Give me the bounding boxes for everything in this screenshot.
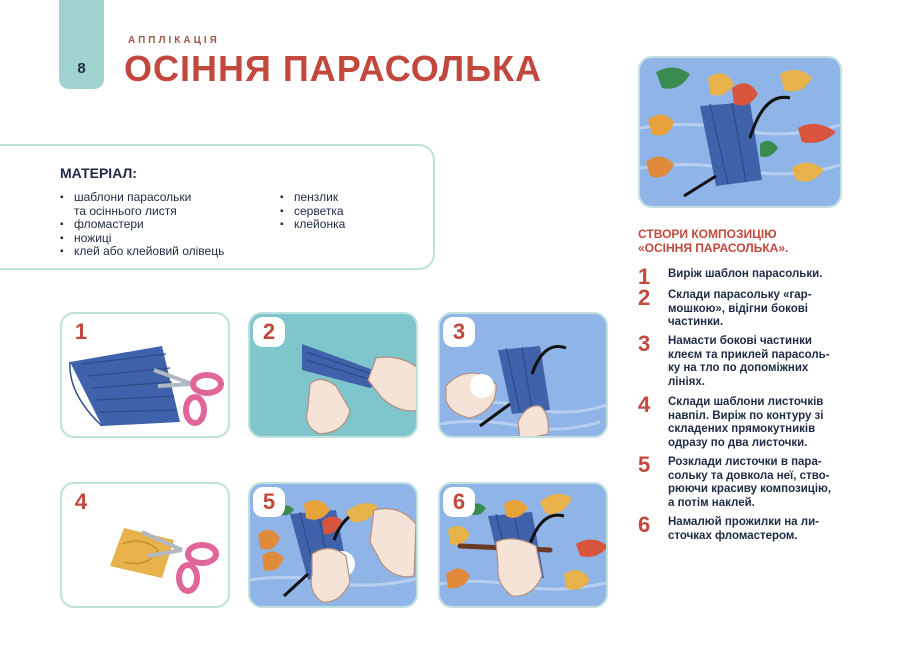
materials-heading: МАТЕРІАЛ: — [60, 165, 137, 181]
step-card-number: 3 — [443, 317, 475, 347]
instruction-line: Намалюй прожилки на ли- — [668, 516, 819, 528]
instructions-heading-line: «ОСІННЯ ПАРАСОЛЬКА». — [638, 241, 789, 255]
instruction-line: Склади шаблони листочків — [668, 396, 824, 408]
instruction-line: ку на тло по допоміжних — [668, 362, 809, 374]
material-item — [280, 191, 400, 205]
page-title: ОСІННЯ ПАРАСОЛЬКА — [124, 48, 543, 89]
materials-list-right — [280, 191, 400, 232]
step-card-2 — [248, 312, 418, 438]
material-item — [60, 245, 270, 259]
instruction-step-text — [668, 516, 858, 543]
instruction-line: Виріж шаблон парасольки. — [668, 268, 823, 280]
instruction-step-text — [668, 335, 858, 389]
material-item — [60, 191, 270, 218]
material-item-line: ▪ серветка — [294, 203, 344, 218]
step-card-5 — [248, 482, 418, 608]
page-number: 8 — [77, 60, 86, 77]
material-item-line: ▪ ножиці — [74, 230, 112, 245]
instructions-heading-line: СТВОРИ КОМПОЗИЦІЮ — [638, 227, 777, 241]
instruction-line: Розклади листочки в пара- — [668, 456, 822, 468]
instruction-step-text — [668, 396, 858, 450]
step-card-number: 2 — [253, 317, 285, 347]
instruction-step-text — [668, 289, 858, 330]
instruction-step-number: 5 — [638, 452, 651, 477]
step-card-number: 4 — [65, 487, 97, 517]
material-item-line: ▪ пензлик — [294, 190, 339, 204]
page-number-tab — [59, 0, 104, 89]
step-card-number: 5 — [253, 487, 285, 517]
instruction-step-number: 6 — [638, 512, 651, 537]
step-card-number: 1 — [65, 317, 97, 347]
autumn-umbrella-composition-illustration — [640, 58, 842, 208]
instruction-line: рюючи красиву композицію, — [668, 483, 832, 495]
material-item — [280, 205, 400, 219]
instruction-line: складених прямокутників — [668, 423, 816, 435]
material-item-line: ▪ клейонка — [294, 217, 346, 231]
instruction-line: навпіл. Виріж по контуру зі — [668, 409, 824, 422]
material-item — [60, 232, 270, 246]
instruction-step-number: 1 — [638, 264, 651, 289]
instruction-line: Склади парасольку «гар- — [668, 289, 812, 301]
material-item-line: ▪ клей або клейовий олівець — [74, 244, 225, 258]
step-card-6 — [438, 482, 608, 608]
materials-list-left — [60, 191, 270, 259]
section-label: АППЛІКАЦІЯ — [128, 35, 220, 46]
material-item-line: ▪ шаблони парасольки — [74, 190, 192, 204]
instruction-line: частинки. — [668, 316, 724, 328]
step-card-number: 6 — [443, 487, 475, 517]
instruction-line: Намасти бокові частинки — [668, 335, 812, 347]
instruction-line: лініях. — [668, 375, 705, 388]
instruction-line: сольку та довкола неї, ство- — [668, 469, 830, 482]
instruction-step-text — [668, 456, 858, 510]
material-item — [60, 218, 270, 232]
instruction-line: клеєм та приклей парасоль- — [668, 348, 830, 361]
instruction-line: одразу по два листочки. — [668, 436, 808, 449]
finished-composition-card — [638, 56, 842, 208]
instruction-step-number: 2 — [638, 285, 651, 310]
instruction-line: сточках фломастером. — [668, 529, 798, 542]
material-item-line: та осіннього листя — [74, 203, 177, 218]
instruction-line: мошкою», відігни бокові — [668, 302, 808, 315]
step-card-1 — [60, 312, 230, 438]
instructions-heading — [638, 227, 858, 255]
instruction-step-number: 3 — [638, 331, 651, 356]
instruction-step-text — [668, 268, 858, 282]
step-card-3 — [438, 312, 608, 438]
material-item-line: ▪ фломастери — [74, 217, 144, 231]
material-item — [280, 218, 400, 232]
step-card-4 — [60, 482, 230, 608]
instruction-step-number: 4 — [638, 392, 651, 417]
instruction-line: а потім наклей. — [668, 496, 755, 509]
